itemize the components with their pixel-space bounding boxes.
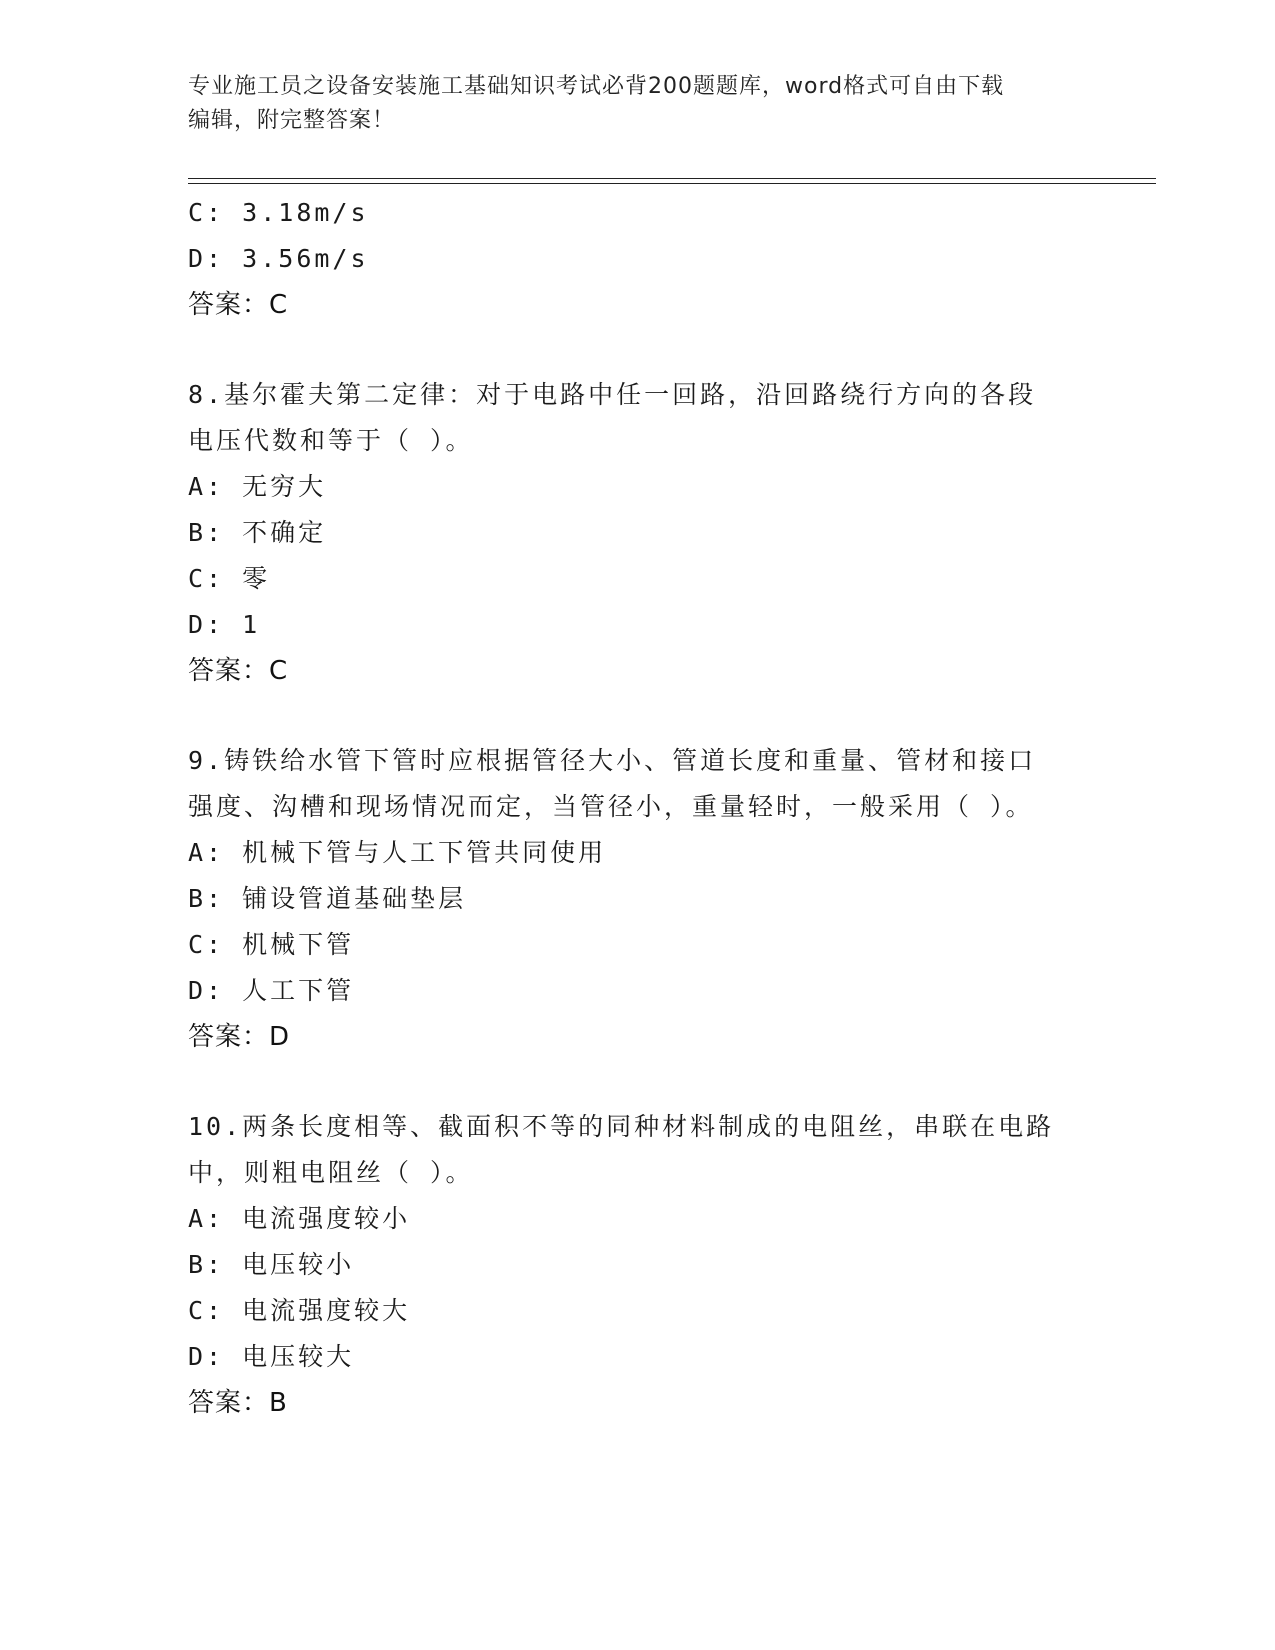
question-stem bbox=[188, 738, 1088, 830]
option-a bbox=[188, 464, 1088, 510]
option-label: B: bbox=[188, 884, 225, 913]
option-d bbox=[188, 236, 1088, 282]
document-header bbox=[188, 70, 1088, 138]
question-block bbox=[188, 738, 1088, 1060]
question-stem-line: 10.两条长度相等、截面积不等的同种材料制成的电阻丝，串联在电路 bbox=[188, 1112, 1055, 1141]
option-label: D: bbox=[188, 976, 225, 1005]
answer-line: 答案：C bbox=[188, 290, 289, 320]
option-text: 电压较大 bbox=[242, 1342, 355, 1371]
question-stem-line: 9.铸铁给水管下管时应根据管径大小、管道长度和重量、管材和接口 bbox=[188, 746, 1037, 775]
option-d bbox=[188, 1334, 1088, 1380]
option-b bbox=[188, 510, 1088, 556]
question-stem bbox=[188, 372, 1088, 464]
option-d bbox=[188, 968, 1088, 1014]
spacer bbox=[188, 1060, 1088, 1104]
option-text: 电流强度较小 bbox=[242, 1204, 411, 1233]
option-text: 电流强度较大 bbox=[242, 1296, 411, 1325]
option-label: C: bbox=[188, 930, 225, 959]
option-label: D: bbox=[188, 244, 225, 273]
option-b bbox=[188, 876, 1088, 922]
option-c bbox=[188, 1288, 1088, 1334]
option-c bbox=[188, 922, 1088, 968]
option-text: 3.18m/s bbox=[242, 198, 369, 227]
option-label: D: bbox=[188, 1342, 225, 1371]
header-line-1: 专业施工员之设备安装施工基础知识考试必背200题题库，word格式可自由下载 bbox=[188, 74, 1005, 99]
option-text: 电压较小 bbox=[242, 1250, 355, 1279]
option-label: C: bbox=[188, 1296, 225, 1325]
option-text: 无穷大 bbox=[242, 472, 327, 501]
option-label: A: bbox=[188, 838, 225, 867]
answer-line: 答案：D bbox=[188, 1022, 291, 1052]
question-stem-line: 中，则粗电阻丝（ ）。 bbox=[188, 1158, 474, 1187]
option-label: B: bbox=[188, 518, 225, 547]
spacer bbox=[188, 328, 1088, 372]
option-b bbox=[188, 1242, 1088, 1288]
option-d bbox=[188, 602, 1088, 648]
option-text: 1 bbox=[242, 610, 261, 639]
answer-line: 答案：B bbox=[188, 1388, 288, 1418]
option-label: A: bbox=[188, 472, 225, 501]
header-line-2: 编辑，附完整答案！ bbox=[188, 108, 396, 133]
question-stem bbox=[188, 1104, 1088, 1196]
header-divider-bottom bbox=[188, 183, 1156, 184]
question-stem-line: 电压代数和等于（ ）。 bbox=[188, 426, 474, 455]
option-label: C: bbox=[188, 198, 225, 227]
option-label: B: bbox=[188, 1250, 225, 1279]
answer-line: 答案：C bbox=[188, 656, 289, 686]
option-text: 机械下管与人工下管共同使用 bbox=[242, 838, 607, 867]
spacer bbox=[188, 694, 1088, 738]
option-text: 不确定 bbox=[242, 518, 327, 547]
option-label: C: bbox=[188, 564, 225, 593]
question-stem-line: 8.基尔霍夫第二定律：对于电路中任一回路，沿回路绕行方向的各段 bbox=[188, 380, 1037, 409]
option-text: 铺设管道基础垫层 bbox=[242, 884, 467, 913]
option-a bbox=[188, 1196, 1088, 1242]
prev-question-block bbox=[188, 190, 1088, 328]
option-text: 机械下管 bbox=[242, 930, 355, 959]
option-text: 人工下管 bbox=[242, 976, 355, 1005]
header-divider-top bbox=[188, 178, 1156, 179]
question-block bbox=[188, 372, 1088, 694]
option-label: A: bbox=[188, 1204, 225, 1233]
option-label: D: bbox=[188, 610, 225, 639]
question-block bbox=[188, 1104, 1088, 1426]
option-c bbox=[188, 556, 1088, 602]
question-list bbox=[188, 190, 1088, 1426]
question-stem-line: 强度、沟槽和现场情况而定，当管径小，重量轻时，一般采用（ ）。 bbox=[188, 792, 1034, 821]
option-a bbox=[188, 830, 1088, 876]
option-text: 3.56m/s bbox=[242, 244, 369, 273]
option-text: 零 bbox=[242, 564, 271, 593]
option-c bbox=[188, 190, 1088, 236]
